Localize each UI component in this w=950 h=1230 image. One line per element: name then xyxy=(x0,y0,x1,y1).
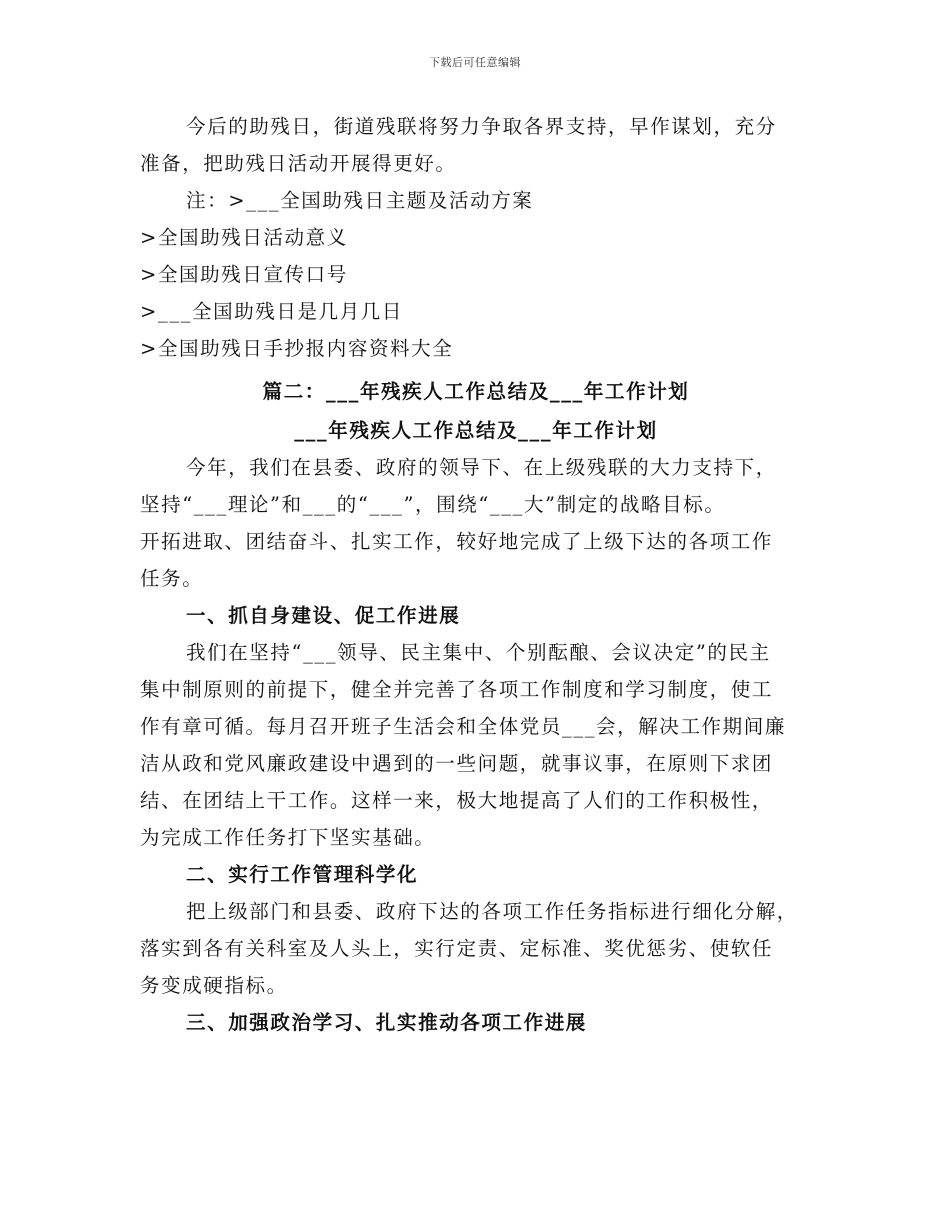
paragraph-line: 把上级部门和县委、政府下达的各项工作任务指标进行细化分解， xyxy=(186,900,798,923)
subsection-heading: 二、实行工作管理科学化 xyxy=(186,863,419,886)
paragraph-line: 我们在坚持“___领导、民主集中、个别酝酿、会议决定”的民主 xyxy=(186,641,771,664)
paragraph-line: 洁从政和党风廉政建设中遇到的一些问题，就事议事，在原则下求团 xyxy=(140,752,774,775)
paragraph-line: 为完成工作任务打下坚实基础。 xyxy=(140,826,436,849)
page-header: 下载后可任意编辑 xyxy=(429,56,521,69)
paragraph-line: 今后的助残日，街道残联将努力争取各界支持，早作谋划，充分 xyxy=(186,115,777,138)
paragraph-line: 落实到各有关科室及人头上，实行定责、定标准、奖优惩劣、使软任 xyxy=(140,937,774,960)
note-line: >全国助残日宣传口号 xyxy=(140,263,348,286)
paragraph-line: 任务。 xyxy=(140,567,204,590)
section-title: 篇二：___年残疾人工作总结及___年工作计划 xyxy=(262,380,690,403)
subsection-heading: 一、抓自身建设、促工作进展 xyxy=(186,604,461,627)
subsection-heading: 三、加强政治学习、扎实推动各项工作进展 xyxy=(186,1011,587,1034)
note-line: >全国助残日手抄报内容资料大全 xyxy=(140,337,454,360)
paragraph-line: 务变成硬指标。 xyxy=(140,974,288,997)
paragraph-line: 今年，我们在县委、政府的领导下、在上级残联的大力支持下， xyxy=(186,456,777,479)
paragraph-line: 准备，把助残日活动开展得更好。 xyxy=(140,152,457,175)
paragraph-line: 作有章可循。每月召开班子生活会和全体党员___会，解决工作期间廉 xyxy=(140,715,786,738)
paragraph-line: 集中制原则的前提下，健全并完善了各项工作制度和学习制度，使工 xyxy=(140,678,774,701)
note-line: 注：>___全国助残日主题及活动方案 xyxy=(186,189,534,212)
note-line: >___全国助残日是几月几日 xyxy=(140,300,403,323)
document-title: ___年残疾人工作总结及___年工作计划 xyxy=(294,419,658,442)
document-body xyxy=(140,108,812,1041)
paragraph-line: 结、在团结上干工作。这样一来，极大地提高了人们的工作积极性， xyxy=(140,789,774,812)
note-line: >全国助残日活动意义 xyxy=(140,226,348,249)
paragraph-line: 坚持“___理论”和___的“___”，围绕“___大”制定的战略目标。 xyxy=(140,493,726,516)
paragraph-line: 开拓进取、团结奋斗、扎实工作，较好地完成了上级下达的各项工作 xyxy=(140,530,774,553)
